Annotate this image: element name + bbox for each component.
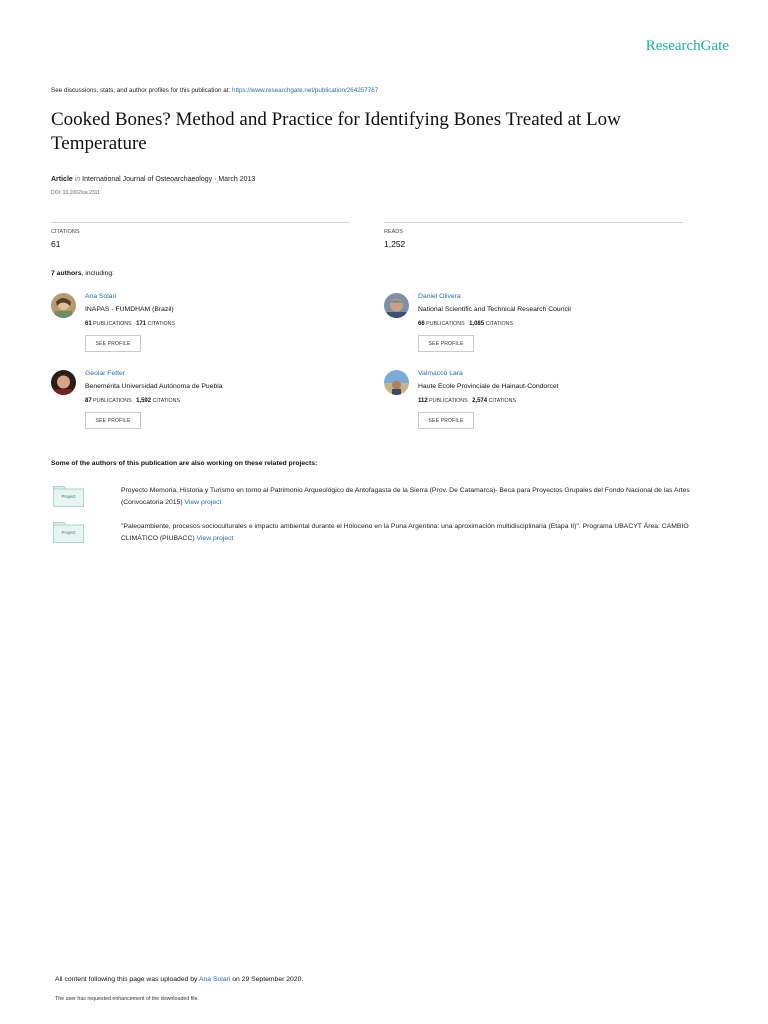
citations-label: CITATIONS [152,398,181,404]
author-institution: Haute Ecole Provinciale de Hainaut-Condorcet [418,383,559,390]
researchgate-logo[interactable]: ResearchGate [645,38,729,54]
uploaded-info [55,976,303,983]
article-in: in [74,176,81,183]
citations-count: 2,574 [472,398,488,404]
author-stats [418,321,513,327]
author-name[interactable]: Daniel Olivera [418,293,461,300]
citations-label: CITATIONS [51,229,80,235]
publications-count: 87 [85,398,92,404]
author-card [51,370,351,440]
publications-count: 112 [418,398,428,404]
avatar[interactable] [384,370,409,395]
author-name[interactable]: Ana Solari [85,293,117,300]
project-folder-icon[interactable] [53,521,84,543]
authors-suffix: , including: [81,270,115,277]
see-profile-button[interactable]: SEE PROFILE [85,412,141,429]
publications-label: PUBLICATIONS [426,321,465,327]
journal-name: International Journal of Osteoarchaeology · March 2013 [82,176,256,183]
article-type: Article [51,176,73,183]
see-profile-button[interactable]: SEE PROFILE [418,335,474,352]
avatar[interactable] [51,370,76,395]
author-institution: Benemérita Universidad Autónoma de Puebla [85,383,223,390]
view-project-link[interactable]: View project [184,499,222,506]
see-profile-button[interactable]: SEE PROFILE [418,412,474,429]
authors-count: 7 authors [51,270,82,277]
project-folder-icon[interactable] [53,485,84,507]
author-institution: National Scientific and Technical Research Council [418,306,571,313]
publications-count: 66 [418,321,425,327]
author-name[interactable]: Valmacco Lara [418,370,463,377]
view-project-link[interactable]: View project [196,535,234,542]
author-card [384,370,684,440]
citations-count: 1,085 [469,321,485,327]
author-card [51,293,351,363]
project-icon-label: Project [61,530,76,535]
author-institution: INAPAS - FUMDHAM (Brazil) [85,306,174,313]
enhancement-note: The user has requested enhancement of the downloaded file. [55,996,199,1002]
uploader-link[interactable]: Ana Solari [198,976,231,983]
citations-count: 1,592 [136,398,152,404]
project-icon-label: Project [61,494,76,499]
publications-label: PUBLICATIONS [93,398,132,404]
reads-count: 1,252 [384,239,406,249]
publication-url-link[interactable]: https://www.researchgate.net/publication/264257767 [231,87,379,94]
authors-header [51,270,114,277]
project-text: Proyecto Memoria, Historia y Turismo en torno al Patrimonio Arqueológico de Antofagasta de la Sierra (Prov. De Catamarca)- Beca para Proyectos Grupales del Fondo Nacional de las Artes (Convocatoria 2015) [121,487,690,506]
author-card [384,293,684,363]
publications-label: PUBLICATIONS [429,398,468,404]
uploaded-prefix: All content following this page was uploaded by [55,976,199,983]
avatar[interactable] [51,293,76,318]
author-stats [85,398,180,404]
citations-count: 171 [136,321,147,327]
article-meta [51,176,255,183]
citations-label: CITATIONS [488,398,517,404]
doi: DOI: 10.1002/oa.2311 [51,190,100,196]
project-description [121,521,715,545]
see-profile-button[interactable]: SEE PROFILE [85,335,141,352]
divider-citations [51,222,350,223]
related-projects-header: Some of the authors of this publication are also working on these related projects: [51,460,318,467]
discussion-line [51,87,378,94]
uploaded-suffix: on 29 September 2020. [230,976,304,983]
citations-label: CITATIONS [147,321,176,327]
divider-reads [384,222,683,223]
project-description [121,485,715,509]
author-name[interactable]: Geolar Fetter [85,370,126,377]
project-text: "Paleoambiente, procesos socioculturales e impacto ambiental durante el Holoceno en la Puna Argentina: una aproximación multidisciplinaria (Etapa II)". Programa UBACYT Área: CAMBIO CLIMÁTICO (PIUBACC) [121,523,689,542]
reads-label: READS [384,229,403,235]
avatar[interactable] [384,293,409,318]
citations-count: 61 [51,239,61,249]
author-stats [85,321,175,327]
publications-label: PUBLICATIONS [93,321,132,327]
citations-label: CITATIONS [485,321,514,327]
discussion-prefix: See discussions, stats, and author profiles for this publication at: [51,87,232,94]
publications-count: 61 [85,321,92,327]
page-title: Cooked Bones? Method and Practice for Identifying Bones Treated at Low Temperature [51,109,621,154]
author-stats [418,398,516,404]
